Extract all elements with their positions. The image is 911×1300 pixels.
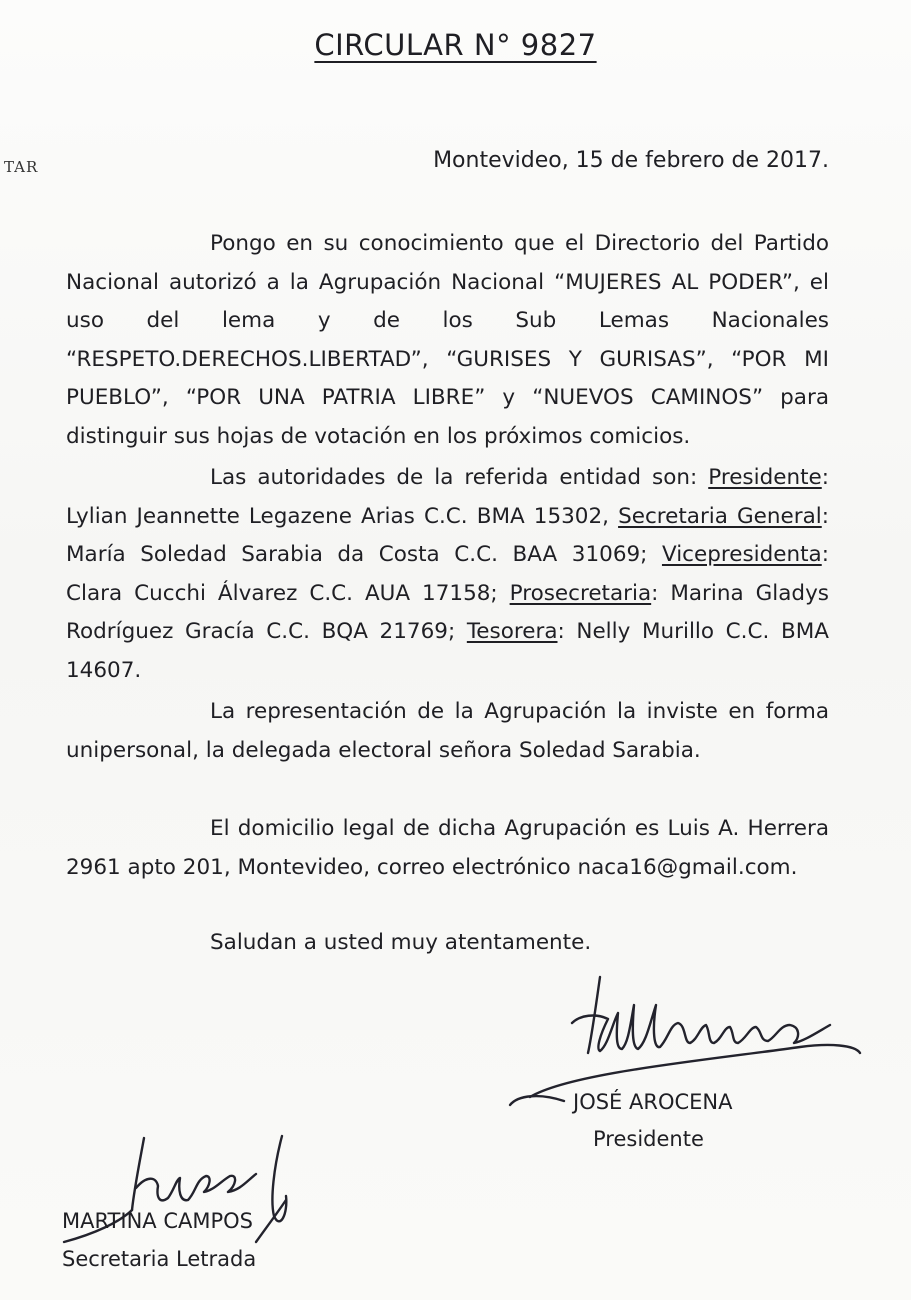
secretary-label: Secretaria General xyxy=(618,503,822,529)
paragraph-address-text: El domicilio legal de dicha Agrupación es Luis A. Herrera 2961 apto 201, Montevideo, correo electrónico naca16@gmail.com. xyxy=(66,816,829,880)
closing-line: Saludan a usted muy atentamente. xyxy=(210,930,592,955)
paragraph-address xyxy=(66,810,829,887)
signer-name-campos: MARTINA CAMPOS xyxy=(62,1209,253,1233)
paragraph-authorization xyxy=(66,225,829,457)
paragraph-authorities xyxy=(66,459,829,691)
president-label: Presidente xyxy=(708,465,822,490)
authorities-intro: Las autoridades de la referida entidad son: xyxy=(210,465,698,490)
prosecretary-label: Prosecretaria xyxy=(509,580,652,606)
margin-text-fragment: TAR xyxy=(4,158,39,176)
signer-role-campos: Secretaria Letrada xyxy=(62,1247,257,1271)
document-title: CIRCULAR N° 9827 xyxy=(314,28,597,62)
vice-value: : Clara Cucchi Álvarez C.C. AUA 17158; xyxy=(66,542,829,606)
paragraph-authorization-text: Pongo en su conocimiento que el Directorio del Partido Nacional autorizó a la Agrupación Nacional “MUJERES AL PODER”, el uso del lema y de los Sub Lemas Nacionales “RESPETO.DERECHOS.LIBERTAD”, “GURISES Y GURISAS”, “POR MI PUEBLO”, “POR UNA PATRIA LIBRE” y “NUEVOS CAMINOS” para distinguir sus hojas de votación en los próximos comicios. xyxy=(66,231,829,449)
signature-campos-icon xyxy=(60,1130,320,1260)
secretary-value: : María Soledad Sarabia da Costa C.C. BAA 31069; xyxy=(66,503,829,568)
treasurer-label: Tesorera xyxy=(466,619,558,645)
prosecretary-value: : Marina Gladys Rodríguez Gracía C.C. BQA 21769; xyxy=(66,580,829,645)
paragraph-representation xyxy=(66,693,829,770)
signer-role-arocena: Presidente xyxy=(593,1127,704,1151)
treasurer-value: : Nelly Murillo C.C. BMA 14607. xyxy=(66,619,829,683)
document-date: Montevideo, 15 de febrero de 2017. xyxy=(433,148,829,173)
president-value: : Lylian Jeannette Legazene Arias C.C. BMA 15302, xyxy=(66,465,829,529)
paragraph-representation-text: La representación de la Agrupación la inviste en forma unipersonal, la delegada electoral señora Soledad Sarabia. xyxy=(66,699,829,763)
vice-label: Vicepresidenta xyxy=(661,542,822,568)
signer-name-arocena: JOSÉ AROCENA xyxy=(573,1090,733,1114)
